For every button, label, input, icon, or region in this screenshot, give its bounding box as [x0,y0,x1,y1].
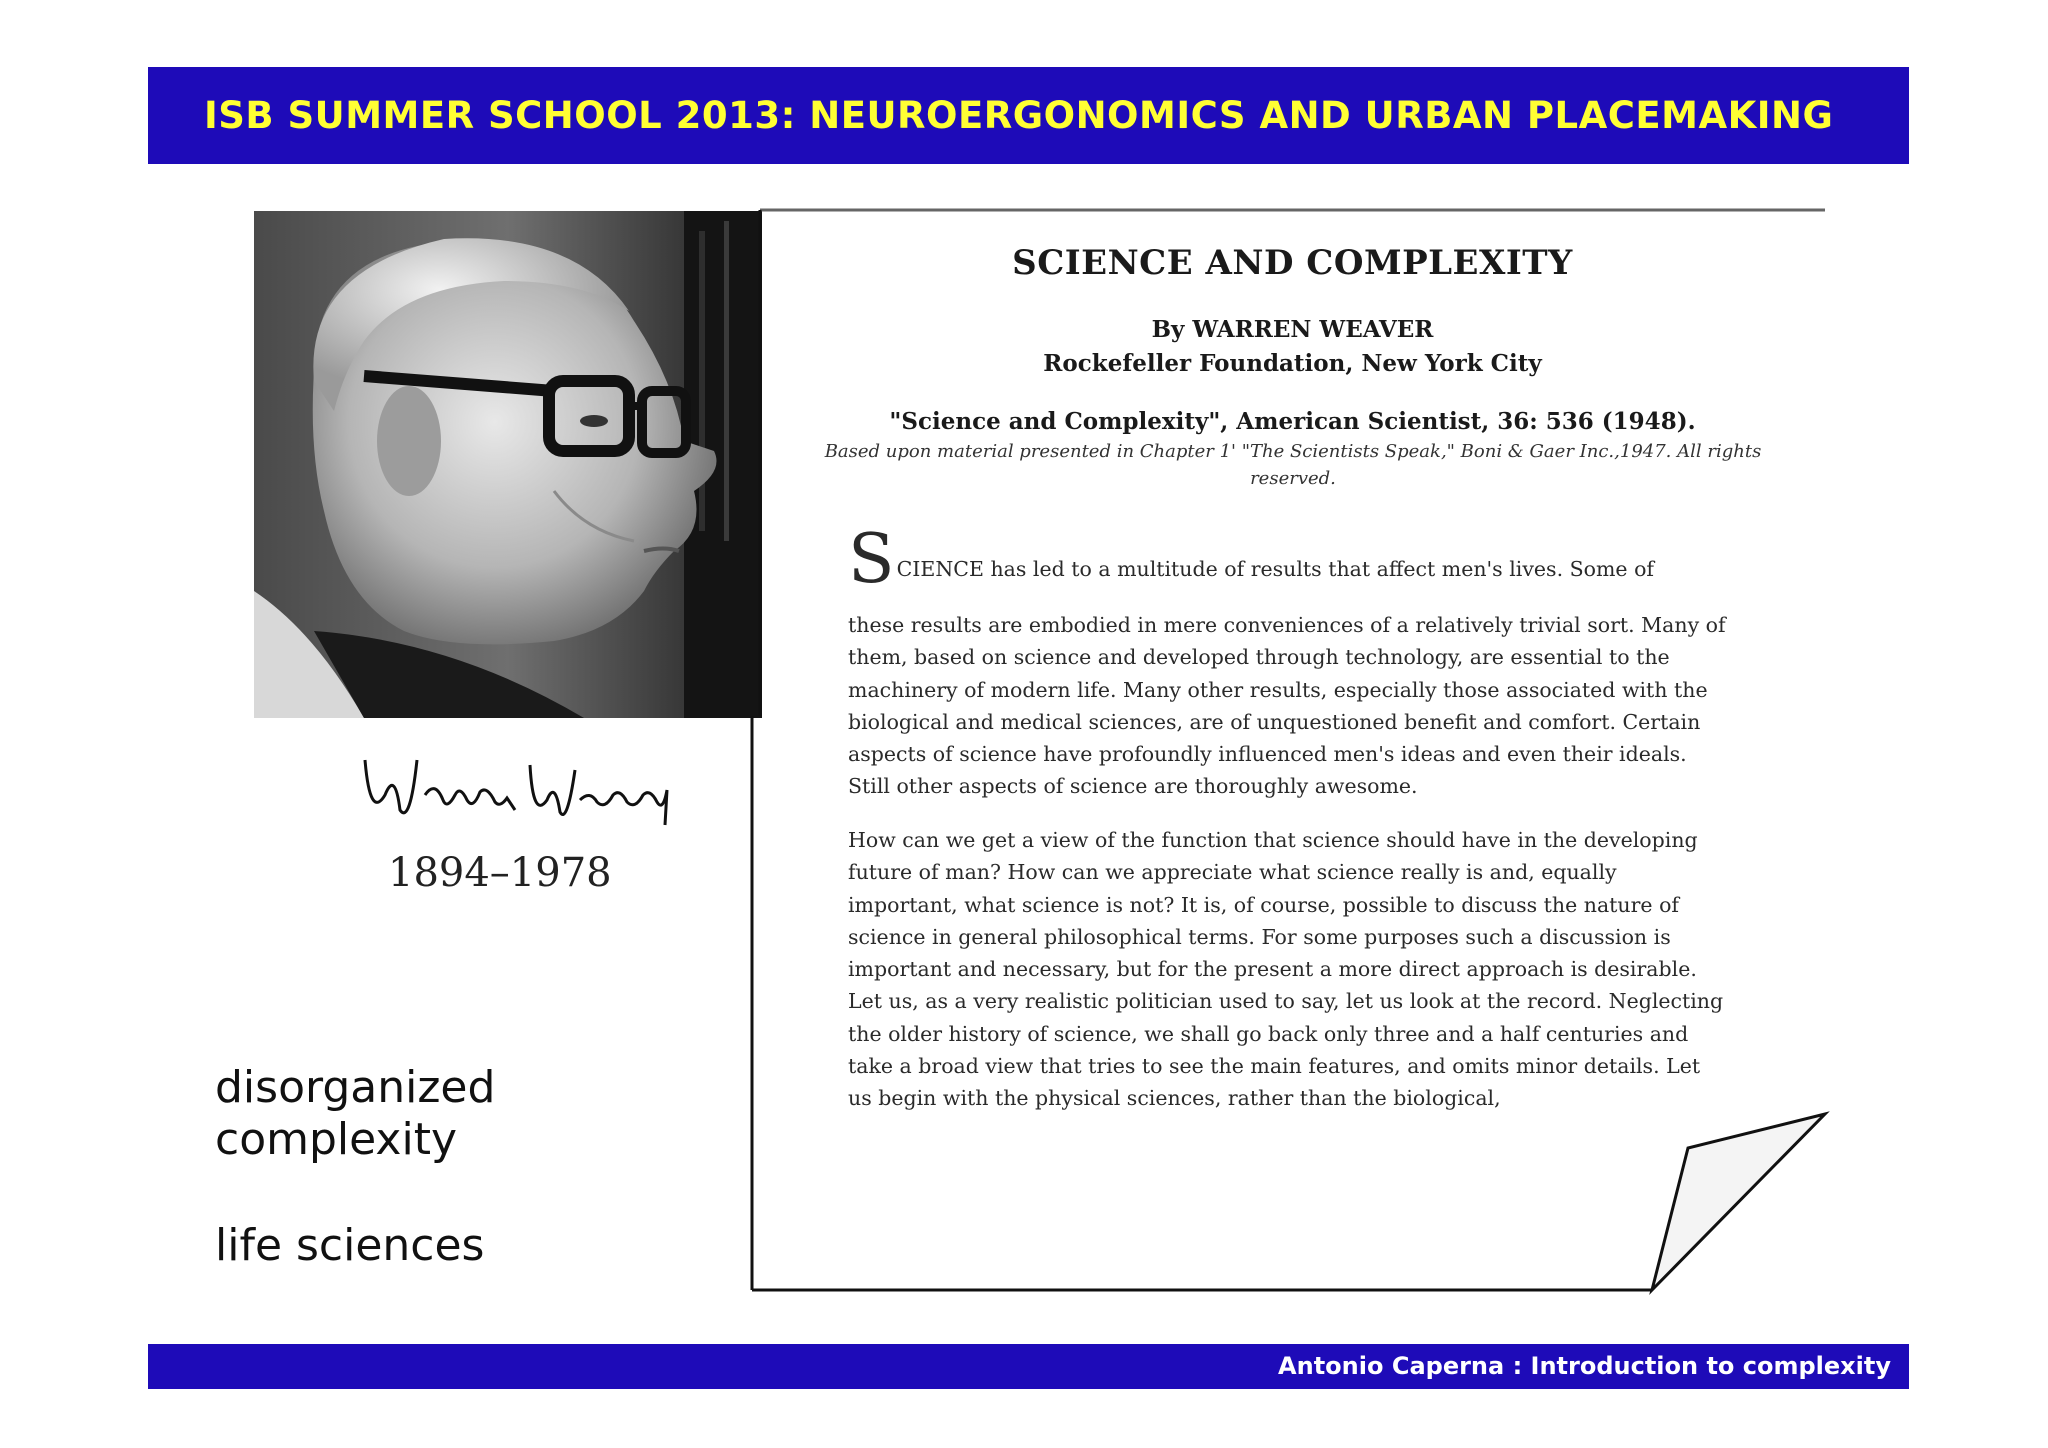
portrait-illustration [254,211,762,718]
footer-bar [148,1344,1909,1389]
paragraph-1 [848,520,1728,599]
signature [355,740,675,830]
paragraph-1-first-line: CIENCE has led to a multitude of results that affect men's lives. Some of [896,557,1655,581]
paragraph-2: How can we get a view of the function that science should have in the developing future of man? How can we appreciate what science really is and, equally important, what science is not? It is, of course, possible to discuss the nature of science in general philosophical terms. For some purposes such a discussion is important and necessary, but for the present a more direct approach is desirable. Let us, as a very realistic politician used to say, let us look at the record. Neglecting the older history of science, we shall go back only three and a half centuries and take a broad view that tries to see the main features, and omits minor details. Let us begin with the physical sciences, rather than the biological, [848,828,1724,1111]
caption-disorganized: disorganized [215,1062,496,1113]
signature-text: Warren Weaver [355,740,363,741]
paper-title: SCIENCE AND COMPLEXITY [1012,243,1573,283]
footer-credit: Antonio Caperna : Introduction to complexity [1278,1352,1891,1380]
paper-excerpt [760,213,1825,1288]
drop-cap: S [848,520,895,599]
header-bar [148,67,1909,164]
life-years: 1894–1978 [388,850,612,896]
paragraph-1-rest: these results are embodied in mere conveniences of a relatively trivial sort. Many of them, based on science and developed through technology, are essential to the machinery of modern life. Many other results, especially those associated with the biological and medical sciences, are of unquestioned benefit and comfort. Certain aspects of science have profoundly influenced men's ideas and even their ideals. Still other aspects of science are thoroughly awesome. [848,613,1726,799]
slide-title: ISB SUMMER SCHOOL 2013: NEUROERGONOMICS AND URBAN PLACEMAKING [204,94,1834,137]
caption-life-sciences: life sciences [215,1220,485,1271]
paper-affiliation: Rockefeller Foundation, New York City [1043,350,1542,377]
warren-weaver-portrait [254,211,762,718]
paper-citation: "Science and Complexity", American Scientist, 36: 536 (1948). [889,408,1696,435]
paper-author: By WARREN WEAVER [1151,316,1434,343]
caption-complexity: complexity [215,1114,457,1165]
paper-note: Based upon material presented in Chapter 1' "The Scientists Speak," Boni & Gaer Inc.,1947. All rights reserved. [824,441,1762,489]
